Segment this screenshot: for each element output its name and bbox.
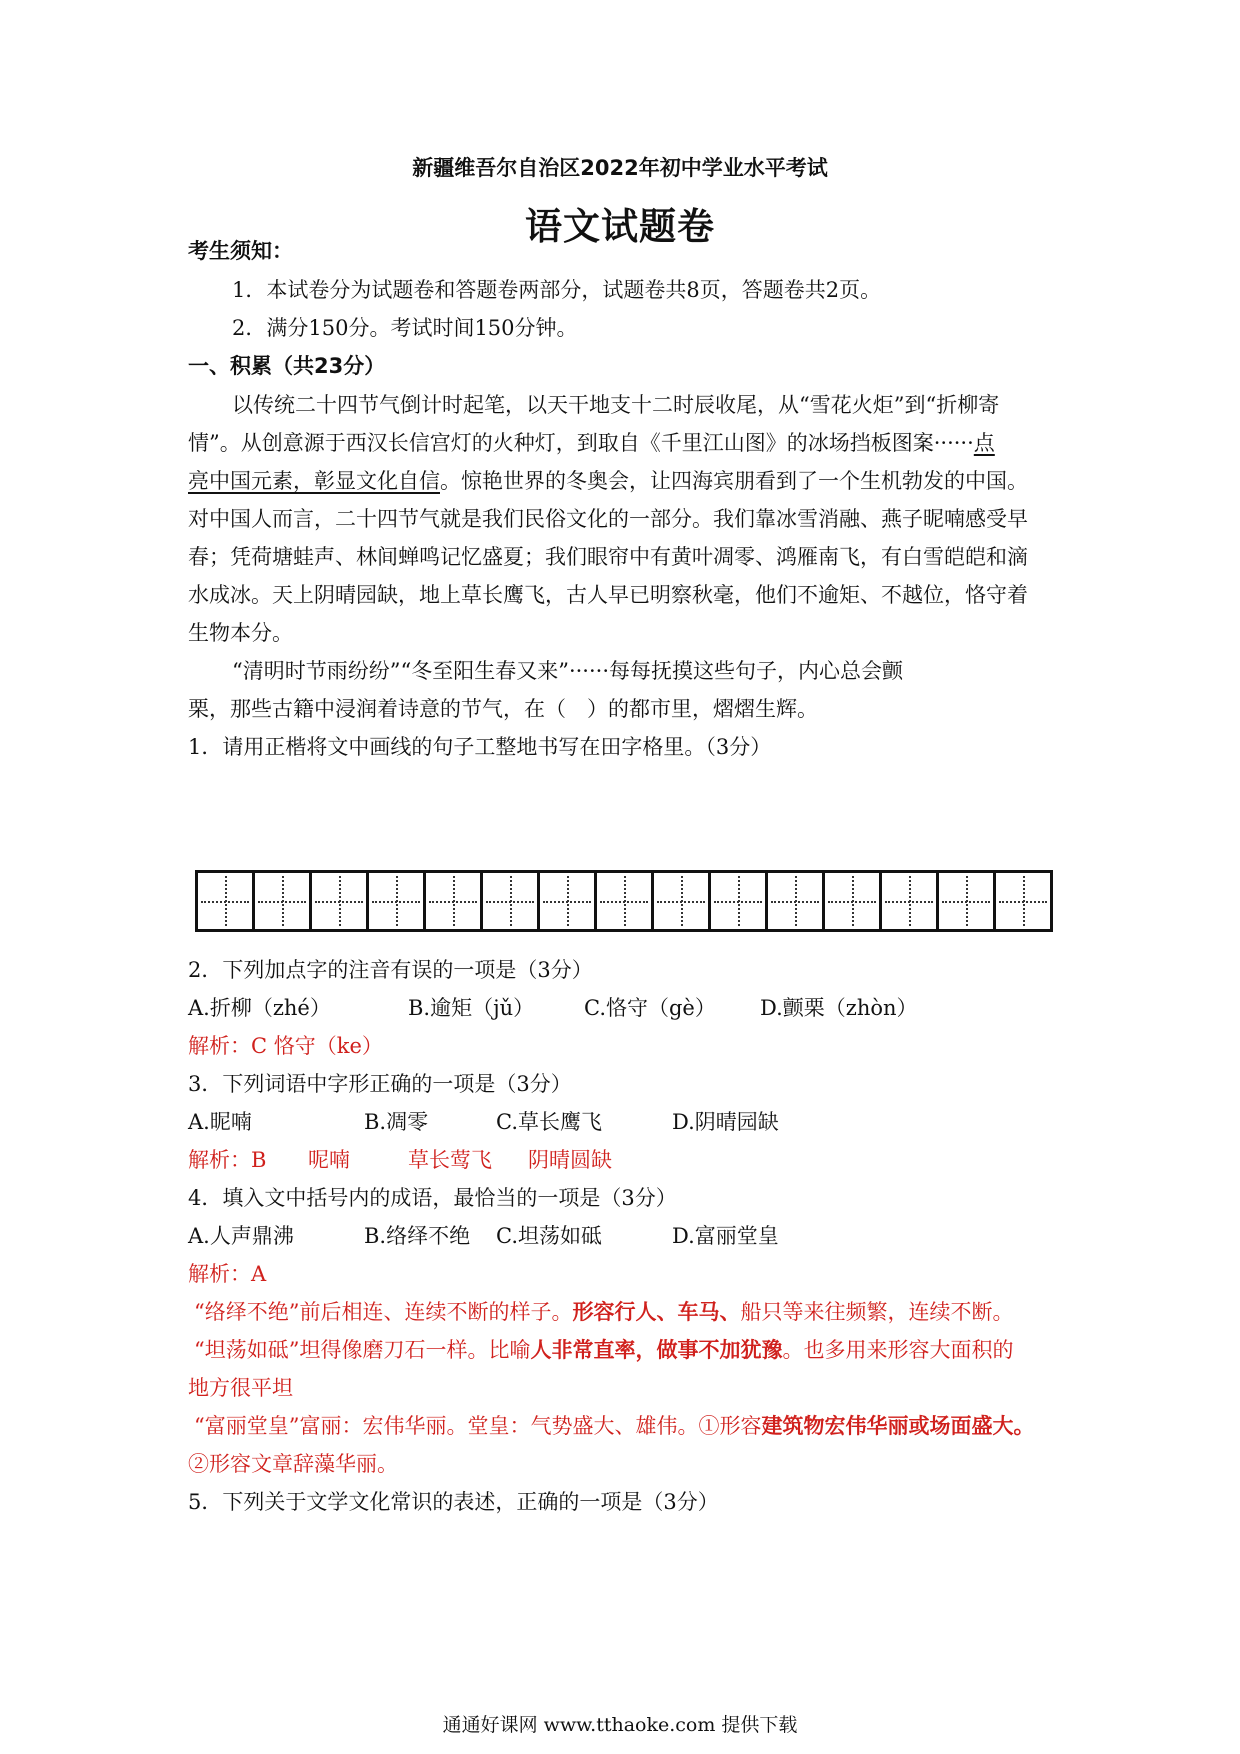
tianzige-cell[interactable] <box>993 873 1050 929</box>
explanation-line: 地方很平坦 <box>188 1376 293 1400</box>
tianzige-grid[interactable] <box>195 870 1053 932</box>
footer-text: 通通好课网 www.tthaoke.com 提供下载 <box>442 1714 798 1736</box>
tianzige-cell[interactable] <box>651 873 708 929</box>
tianzige-cell[interactable] <box>366 873 423 929</box>
passage-line: 亮中国元素，彰显文化自信。惊艳世界的冬奥会，让四海宾朋看到了一个生机勃发的中国。 <box>188 469 1028 493</box>
question-2-options <box>188 993 1068 1023</box>
option-a: A.折柳（zhé） <box>188 996 331 1020</box>
option-b: B.络绎不绝 <box>364 1224 471 1248</box>
option-b: B.逾矩（jǔ） <box>408 996 535 1020</box>
question-4-stem: 4．填入文中括号内的成语，最恰当的一项是（3分） <box>188 1186 677 1210</box>
option-c: C.草长鹰飞 <box>496 1110 602 1134</box>
tianzige-cell[interactable] <box>879 873 936 929</box>
question-2-answer: 解析：C 恪守（ke） <box>188 1034 383 1058</box>
option-d: D.颤栗（zhòn） <box>760 996 918 1020</box>
passage-line: 水成冰。天上阴晴园缺，地上草长鹰飞，古人早已明察秋毫，他们不逾矩、不越位，恪守着 <box>188 583 1028 607</box>
underlined-sentence: 亮中国元素，彰显文化自信 <box>188 469 440 493</box>
question-5-stem: 5．下列关于文学文化常识的表述，正确的一项是（3分） <box>188 1490 719 1514</box>
question-1-stem: 1．请用正楷将文中画线的句子工整地书写在田字格里。（3分） <box>188 735 772 759</box>
question-2-stem: 2．下列加点字的注音有误的一项是（3分） <box>188 958 593 982</box>
option-a: A.昵喃 <box>188 1110 252 1134</box>
question-3-answer: 解析：B 呢喃 草长莺飞 阴晴圆缺 <box>188 1148 612 1172</box>
tianzige-cell[interactable] <box>765 873 822 929</box>
option-c: C.坦荡如砥 <box>496 1224 602 1248</box>
notice-item-2: 2．满分150分。考试时间150分钟。 <box>232 316 578 340</box>
section-heading: 一、积累（共23分） <box>188 354 386 378</box>
explanation-line: “富丽堂皇”富丽：宏伟华丽。堂皇：气势盛大、雄伟。①形容建筑物宏伟华丽或场面盛大。 <box>194 1414 1035 1438</box>
tianzige-cell[interactable] <box>537 873 594 929</box>
option-d: D.富丽堂皇 <box>672 1224 779 1248</box>
tianzige-cell[interactable] <box>936 873 993 929</box>
tianzige-cell[interactable] <box>822 873 879 929</box>
passage-line: “清明时节雨纷纷”“冬至阳生春又来”······每每抚摸这些句子，内心总会颤 <box>232 659 903 683</box>
underlined-sentence: 点 <box>973 431 995 455</box>
option-d: D.阴晴园缺 <box>672 1110 779 1134</box>
exam-title: 新疆维吾尔自治区2022年初中学业水平考试 <box>412 156 828 180</box>
tianzige-cell[interactable] <box>309 873 366 929</box>
tianzige-cell[interactable] <box>480 873 537 929</box>
passage-line: 栗，那些古籍中浸润着诗意的节气，在（ ）的都市里，熠熠生辉。 <box>188 697 818 721</box>
explanation-line: “络绎不绝”前后相连、连续不断的样子。形容行人、车马、船只等来往频繁，连续不断。 <box>194 1300 1014 1324</box>
question-3-stem: 3．下列词语中字形正确的一项是（3分） <box>188 1072 572 1096</box>
option-a: A.人声鼎沸 <box>188 1224 294 1248</box>
passage-line: 春；凭荷塘蛙声、林间蝉鸣记忆盛夏；我们眼帘中有黄叶凋零、鸿雁南飞，有白雪皑皑和滴 <box>188 545 1028 569</box>
tianzige-cell[interactable] <box>594 873 651 929</box>
explanation-line: ②形容文章辞藻华丽。 <box>188 1452 398 1476</box>
notice-item-1: 1．本试卷分为试题卷和答题卷两部分，试题卷共8页，答题卷共2页。 <box>232 278 882 302</box>
passage-line: 生物本分。 <box>188 621 293 645</box>
question-3-options <box>188 1107 1068 1137</box>
question-4-options <box>188 1221 1068 1251</box>
tianzige-cell[interactable] <box>708 873 765 929</box>
tianzige-cell[interactable] <box>198 873 252 929</box>
option-b: B.凋零 <box>364 1110 429 1134</box>
explanation-line: “坦荡如砥”坦得像磨刀石一样。比喻人非常直率，做事不加犹豫。也多用来形容大面积的 <box>194 1338 1014 1362</box>
passage-line: 对中国人而言，二十四节气就是我们民俗文化的一部分。我们靠冰雪消融、燕子昵喃感受早 <box>188 507 1028 531</box>
passage-line: 情”。从创意源于西汉长信宫灯的火种灯，到取自《千里江山图》的冰场挡板图案······点 <box>188 431 995 455</box>
tianzige-cell[interactable] <box>252 873 309 929</box>
exam-subtitle: 语文试题卷 <box>525 205 715 248</box>
notice-heading: 考生须知： <box>188 239 293 263</box>
option-c: C.恪守（gè） <box>584 996 716 1020</box>
tianzige-cell[interactable] <box>423 873 480 929</box>
question-4-answer: 解析：A <box>188 1262 267 1286</box>
passage-line: 以传统二十四节气倒计时起笔，以天干地支十二时辰收尾，从“雪花火炬”到“折柳寄 <box>232 393 1000 417</box>
